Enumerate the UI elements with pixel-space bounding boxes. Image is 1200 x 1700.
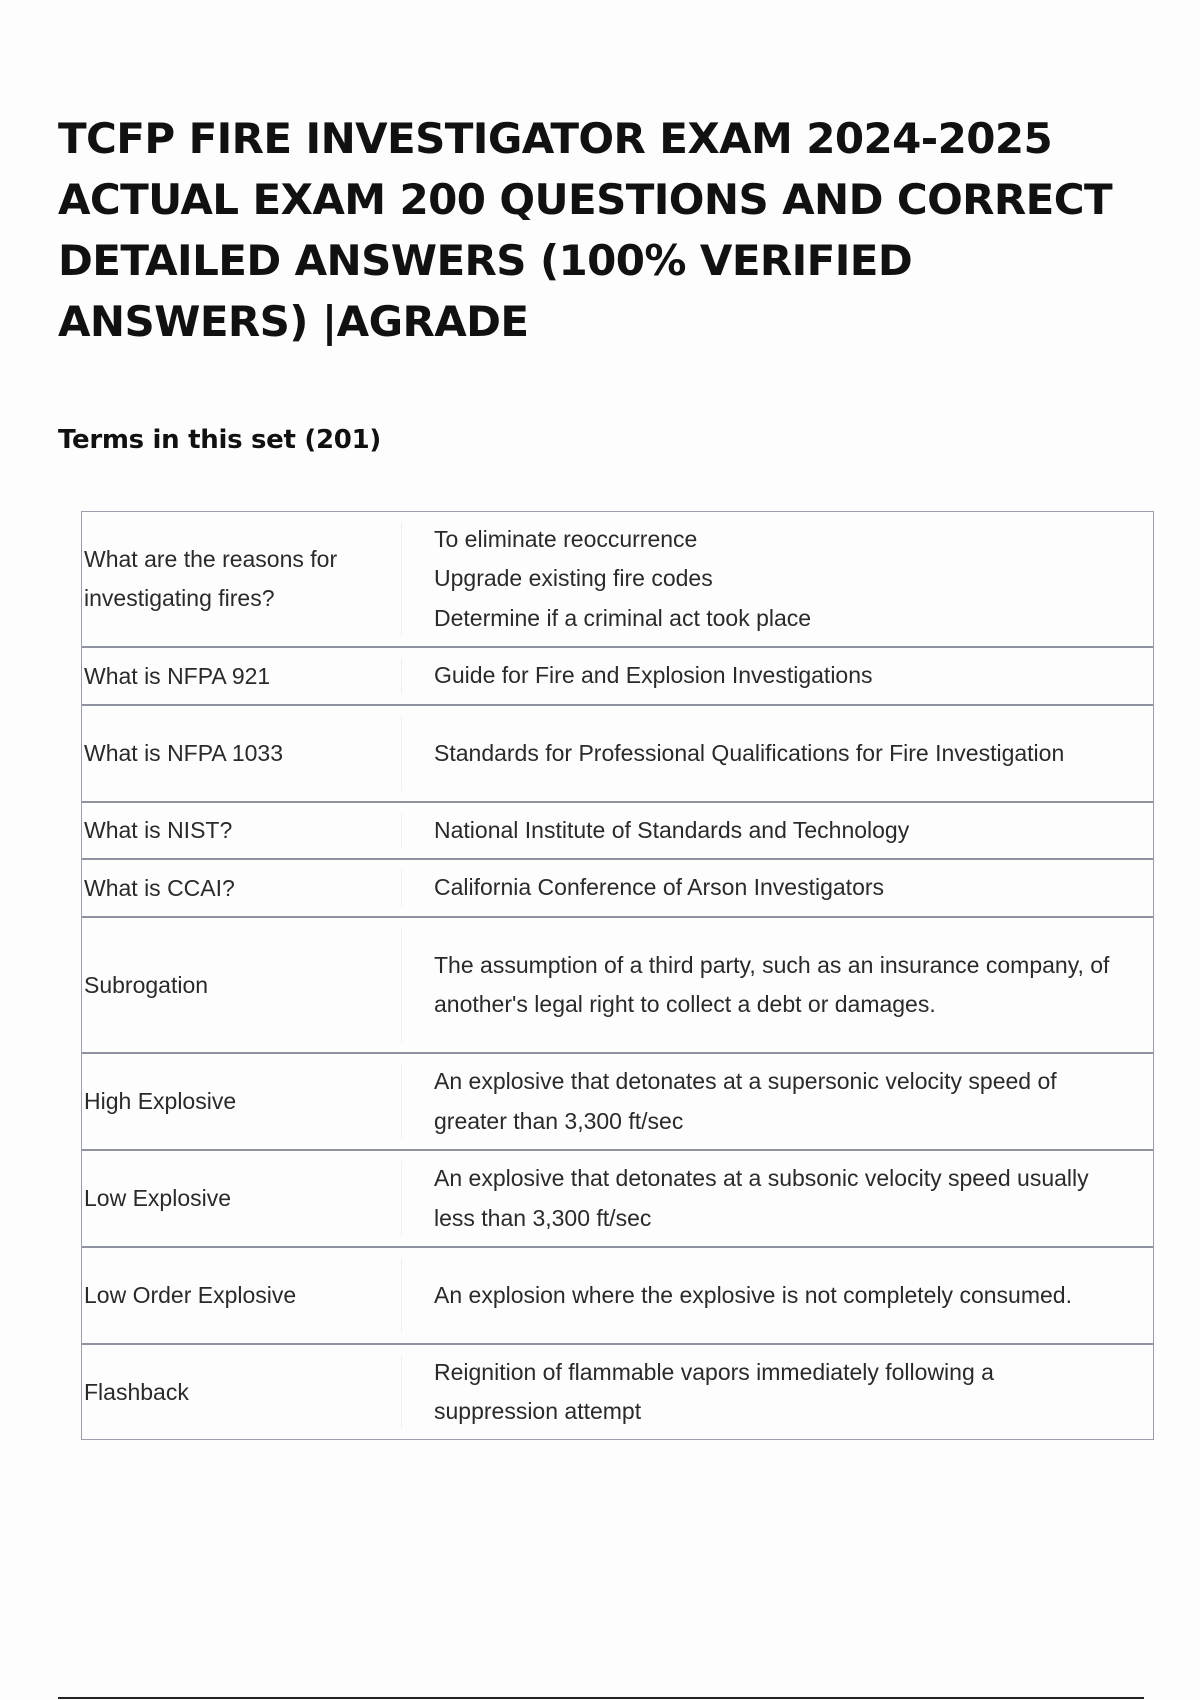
term-row — [82, 1054, 1153, 1151]
definition-line: Guide for Fire and Explosion Investigations — [434, 662, 873, 689]
term-text: High Explosive — [82, 1064, 402, 1139]
definition-line: California Conference of Arson Investigators — [434, 874, 885, 901]
term-row — [82, 706, 1153, 803]
page-footer-divider — [58, 1697, 1144, 1699]
term-text: Flashback — [82, 1355, 402, 1429]
definition-text — [402, 1054, 1153, 1149]
definition-text — [402, 706, 1153, 801]
term-row — [82, 512, 1153, 648]
term-row — [82, 1248, 1153, 1345]
term-text: What is NIST? — [82, 813, 402, 848]
definition-text — [402, 512, 1153, 646]
term-row — [82, 918, 1153, 1054]
definition-text — [402, 1248, 1153, 1343]
definition-line: Reignition of flammable vapors immediately following a suppression attempt — [434, 1358, 994, 1424]
definition-line: An explosion where the explosive is not completely consumed. — [434, 1281, 1072, 1308]
term-text: What are the reasons for investigating fires? — [82, 522, 402, 636]
term-row — [82, 1151, 1153, 1248]
definition-line: Standards for Professional Qualifications for Fire Investigation — [434, 739, 1065, 766]
term-row — [82, 803, 1153, 860]
definition-text — [402, 648, 1153, 704]
terms-count-heading: Terms in this set (201) — [58, 425, 381, 455]
definition-line: An explosive that detonates at a subsonic velocity speed usually less than 3,300 ft/sec — [434, 1165, 1089, 1231]
definition-line: The assumption of a third party, such as an insurance company, of another's legal right to collect a debt or damages. — [434, 951, 1110, 1017]
term-text: Low Order Explosive — [82, 1258, 402, 1333]
definition-text — [402, 860, 1153, 916]
term-text: What is CCAI? — [82, 870, 402, 906]
definition-line: An explosive that detonates at a supersonic velocity speed of greater than 3,300 ft/sec — [434, 1068, 1057, 1134]
definition-text — [402, 918, 1153, 1052]
terms-table — [81, 511, 1154, 1440]
definition-line: To eliminate reoccurrence — [434, 525, 698, 552]
document-title: TCFP FIRE INVESTIGATOR EXAM 2024-2025 ACTUAL EXAM 200 QUESTIONS AND CORRECT DETAILED ANSWERS (100% VERIFIED ANSWERS) |AGRADE — [58, 114, 1113, 346]
definition-text — [402, 1345, 1153, 1439]
term-row — [82, 860, 1153, 918]
definition-text — [402, 803, 1153, 858]
definition-line: Upgrade existing fire codes — [434, 565, 713, 592]
term-row — [82, 648, 1153, 706]
term-text: What is NFPA 921 — [82, 658, 402, 694]
term-text: What is NFPA 1033 — [82, 716, 402, 791]
term-text: Subrogation — [82, 928, 402, 1042]
definition-line: National Institute of Standards and Technology — [434, 816, 910, 843]
definition-text — [402, 1151, 1153, 1246]
definition-line: Determine if a criminal act took place — [434, 604, 812, 631]
term-row — [82, 1345, 1153, 1439]
term-text: Low Explosive — [82, 1161, 402, 1236]
